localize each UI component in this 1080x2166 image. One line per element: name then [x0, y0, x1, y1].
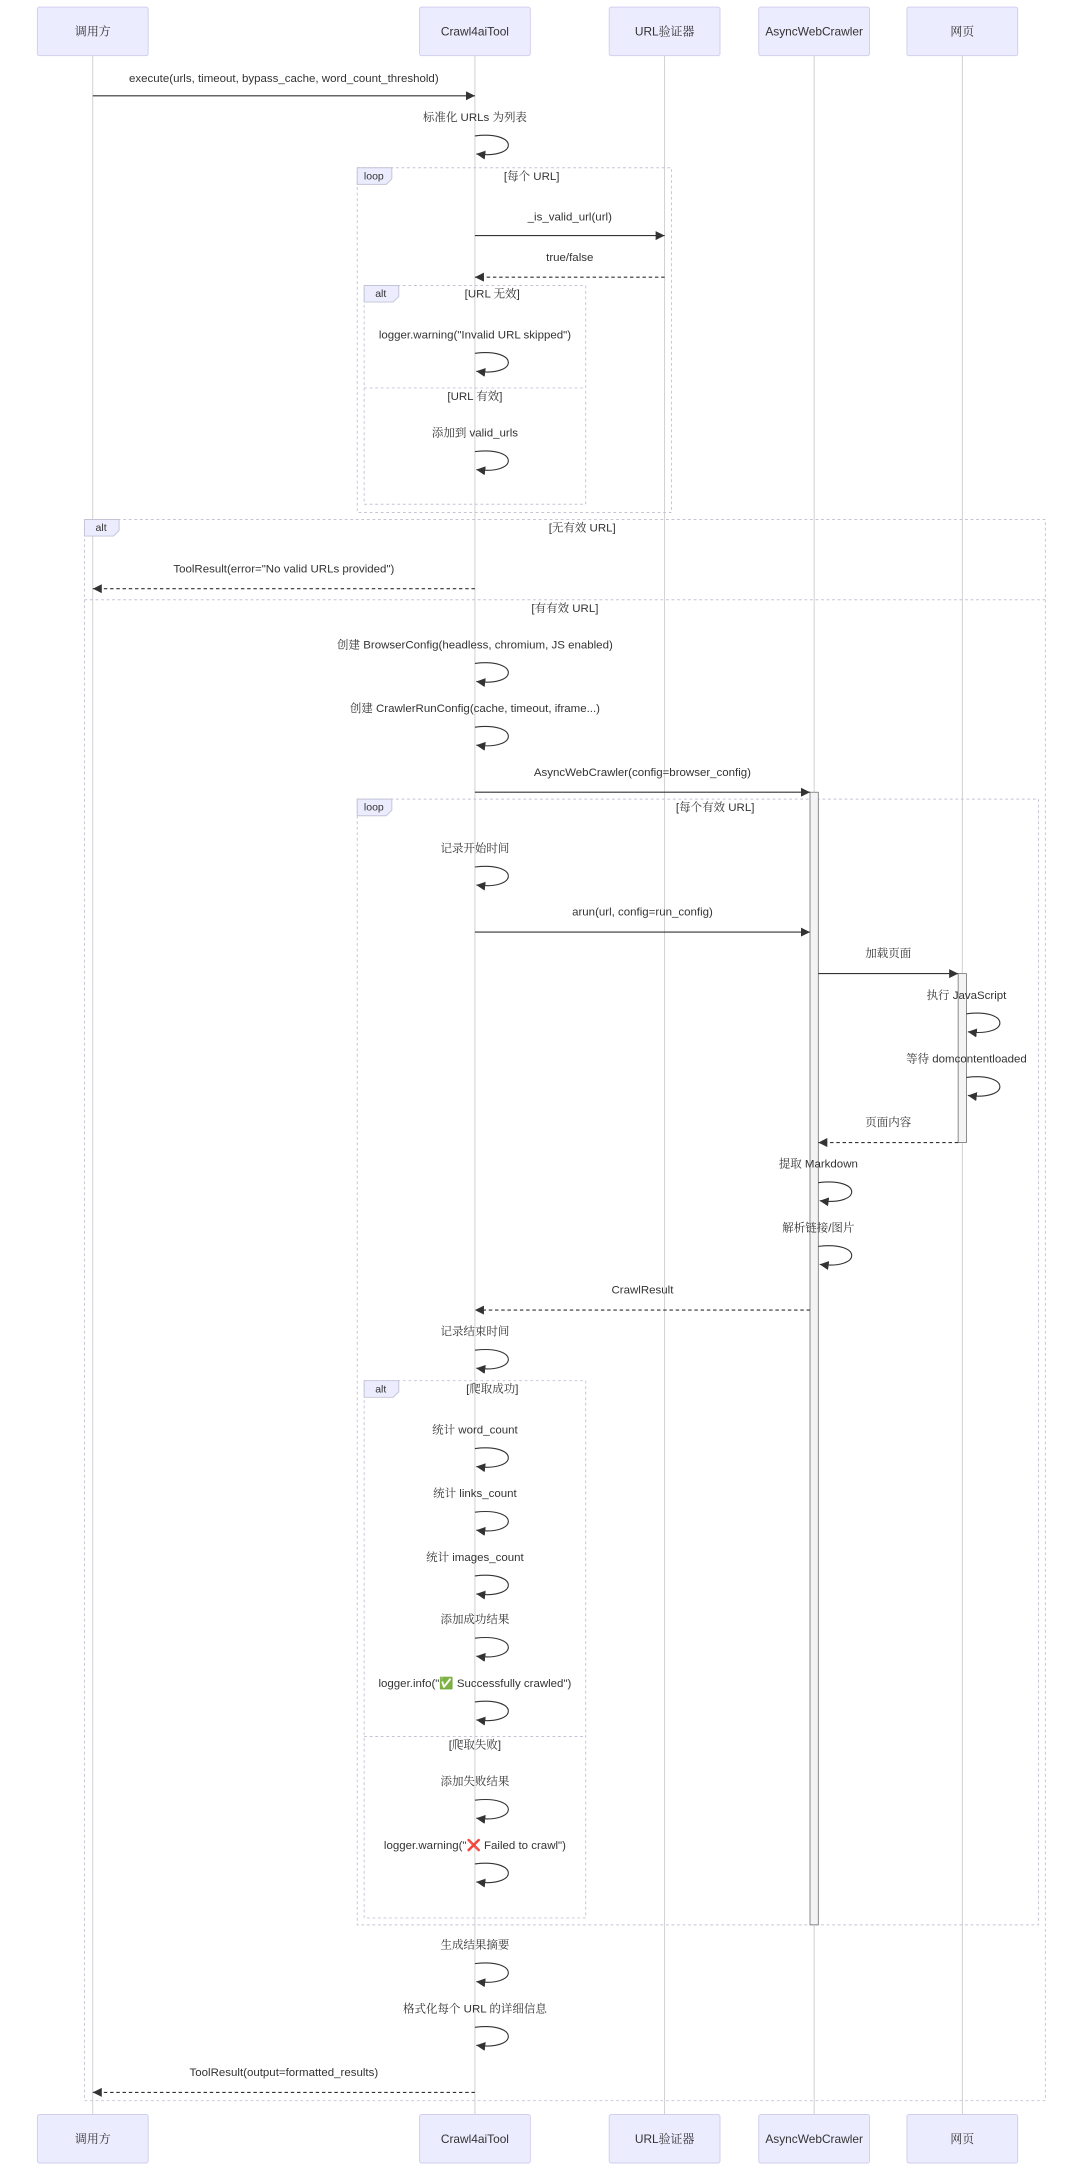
message-label: 统计 word_count: [432, 1424, 518, 1437]
self-call-arrow: [475, 1863, 508, 1882]
message: [93, 2067, 475, 2092]
self-call-arrow: [475, 1350, 508, 1369]
participant-box-bottom: [420, 2115, 531, 2163]
participant-label: 网页: [950, 2131, 975, 2146]
self-call-arrow: [475, 1800, 508, 1819]
message-label: 统计 images_count: [426, 1551, 524, 1564]
message-label: 格式化每个 URL 的详细信息: [403, 2003, 547, 2016]
message-label: 创建 CrawlerRunConfig(cache, timeout, iframe...): [349, 703, 601, 716]
participant-label: URL验证器: [634, 24, 695, 39]
self-call-arrow: [475, 726, 508, 745]
frame-condition: [URL 无效]: [464, 288, 520, 301]
frame-condition: [无有效 URL]: [548, 522, 616, 535]
message-label: CrawlResult: [611, 1284, 674, 1297]
self-call-arrow: [818, 1182, 851, 1201]
self-call-arrow: [966, 1077, 999, 1096]
self-call-arrow: [475, 451, 508, 470]
self-call-arrow: [475, 2027, 508, 2046]
participant-box-top: [37, 7, 148, 55]
message-label: ToolResult(error="No valid URLs provided"): [173, 563, 395, 576]
message: [475, 767, 810, 792]
messages: [93, 73, 1027, 2092]
participant-label: AsyncWebCrawler: [765, 24, 863, 39]
frame-condition: [爬取失败]: [448, 1739, 502, 1752]
message-label: 页面内容: [865, 1117, 912, 1130]
message: [818, 1115, 958, 1142]
message: [93, 563, 475, 588]
activation-bar: [810, 792, 818, 1925]
message-label: logger.warning("Invalid URL skipped"): [378, 329, 572, 342]
message-label: arun(url, config=run_config): [572, 906, 713, 919]
participant-box-top: [759, 7, 870, 55]
message: [475, 252, 665, 277]
message-label: 提取 Markdown: [778, 1158, 858, 1171]
frames: [84, 168, 1045, 2101]
self-call-arrow: [475, 663, 508, 682]
message: [475, 212, 665, 236]
participant-label: Crawl4aiTool: [440, 2131, 509, 2146]
message-label: logger.info("✅ Successfully crawled"): [378, 1677, 572, 1690]
participant-label: URL验证器: [634, 2131, 695, 2146]
participant-label: AsyncWebCrawler: [765, 2131, 863, 2146]
self-call-arrow: [475, 1448, 508, 1467]
self-call-arrow: [818, 1246, 851, 1265]
self-call-arrow: [475, 1638, 508, 1657]
self-call-arrow: [475, 1575, 508, 1594]
self-call-arrow: [475, 866, 508, 885]
message-label: 创建 BrowserConfig(headless, chromium, JS enabled): [337, 639, 613, 652]
participant-box-top: [609, 7, 720, 55]
message-label: 添加成功结果: [440, 1614, 510, 1627]
frame-border: [357, 799, 1038, 1925]
frame-condition: [爬取成功]: [466, 1383, 519, 1396]
frame-condition: [URL 有效]: [447, 390, 503, 403]
self-call-arrow: [475, 1963, 508, 1982]
message-label: 解析链接/图片: [782, 1222, 855, 1235]
message-label: 执行 JavaScript: [926, 989, 1007, 1002]
message-label: 统计 links_count: [433, 1488, 517, 1501]
message-label: 记录结束时间: [440, 1326, 510, 1339]
self-call-arrow: [475, 1701, 508, 1720]
message-label: true/false: [546, 251, 594, 264]
participant-label: 调用方: [74, 24, 111, 39]
message-label: 加载页面: [865, 948, 912, 961]
message: [475, 907, 810, 932]
loop-frame: [357, 799, 1038, 1925]
frame-kind-label: alt: [375, 1383, 387, 1396]
participant-box-bottom: [759, 2115, 870, 2163]
participant-box-top: [420, 7, 531, 55]
participant-label: 网页: [950, 24, 975, 39]
frame-kind-label: loop: [363, 801, 384, 814]
message: [93, 73, 475, 96]
participant-box-bottom: [907, 2115, 1018, 2163]
self-call-arrow: [475, 353, 508, 372]
self-call-arrow: [966, 1013, 999, 1032]
self-call-arrow: [475, 135, 508, 154]
message: [475, 1285, 810, 1310]
frame-kind-label: alt: [375, 288, 387, 301]
message-label: 等待 domcontentloaded: [906, 1053, 1027, 1066]
participant-label: 调用方: [74, 2131, 111, 2146]
participant-box-top: [907, 7, 1018, 55]
message-label: logger.warning("❌ Failed to crawl"): [383, 1839, 566, 1852]
activation-bars: [810, 792, 966, 1925]
message-label: 生成结果摘要: [440, 1939, 510, 1952]
frame-kind-label: loop: [363, 170, 384, 183]
frame-condition: [每个有效 URL]: [675, 802, 755, 815]
message-label: execute(urls, timeout, bypass_cache, word_count_threshold): [129, 73, 439, 86]
message: [818, 946, 958, 973]
message-label: 记录开始时间: [440, 842, 510, 855]
participant-label: Crawl4aiTool: [440, 24, 509, 39]
message-label: AsyncWebCrawler(config=browser_config): [533, 766, 752, 779]
message-label: 添加失败结果: [440, 1776, 510, 1789]
lifelines: [93, 56, 963, 2115]
message-label: ToolResult(output=formatted_results): [189, 2067, 379, 2079]
frame-condition: [有有效 URL]: [531, 602, 599, 615]
self-call-arrow: [475, 1512, 508, 1531]
message-label: 标准化 URLs 为列表: [422, 111, 527, 124]
frame-kind-label: alt: [95, 522, 107, 535]
participant-box-bottom: [37, 2115, 148, 2163]
frame-condition: [每个 URL]: [503, 170, 560, 183]
participant-box-bottom: [609, 2115, 720, 2163]
message-label: 添加到 valid_urls: [431, 427, 519, 440]
message-label: _is_valid_url(url): [527, 211, 612, 224]
